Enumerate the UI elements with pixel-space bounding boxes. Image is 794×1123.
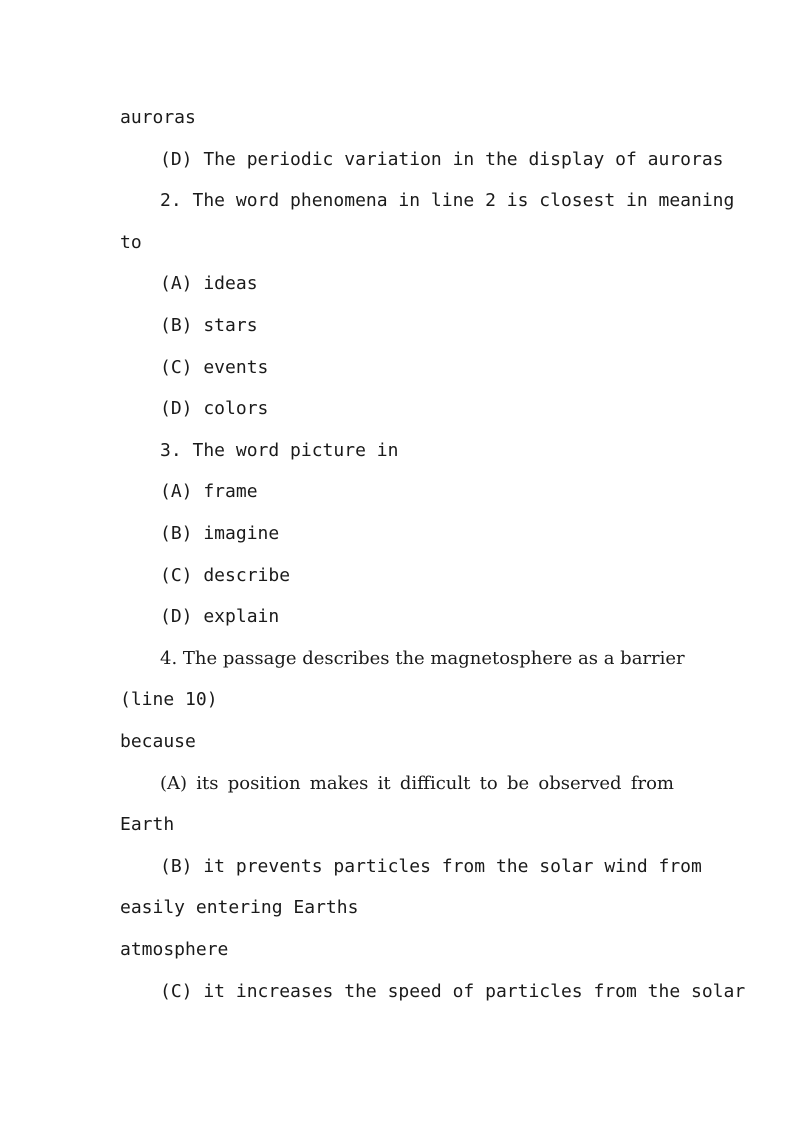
text-line: auroras <box>120 107 196 128</box>
answer-option-d: (D) colors <box>160 398 269 419</box>
question-3: 3. The word picture in <box>160 440 399 461</box>
question-2: 2. The word phenomena in line 2 is closest in meaning <box>160 190 735 211</box>
answer-option-c: (C) describe <box>160 565 291 586</box>
answer-option-d: (D) explain <box>160 606 280 627</box>
answer-option-c: (C) events <box>160 357 269 378</box>
answer-option-a: (A) ideas <box>160 273 258 294</box>
answer-option-a: (A) its position makes it difficult to be observed from <box>160 773 674 794</box>
text-line: easily entering Earths <box>120 897 359 918</box>
text-line: Earth <box>120 814 175 835</box>
text-line: atmosphere <box>120 939 229 960</box>
text-line: (line 10) <box>120 689 218 710</box>
answer-option-b: (B) imagine <box>160 523 280 544</box>
answer-option-b: (B) stars <box>160 315 258 336</box>
answer-option-c: (C) it increases the speed of particles from the solar <box>160 981 746 1002</box>
text-line: because <box>120 731 196 752</box>
text-line: to <box>120 232 142 253</box>
answer-option-b: (B) it prevents particles from the solar wind from <box>160 856 702 877</box>
answer-option-d: (D) The periodic variation in the display of auroras <box>160 149 724 170</box>
question-4: 4. The passage describes the magnetosphere as a barrier <box>160 648 685 669</box>
answer-option-a: (A) frame <box>160 481 258 502</box>
